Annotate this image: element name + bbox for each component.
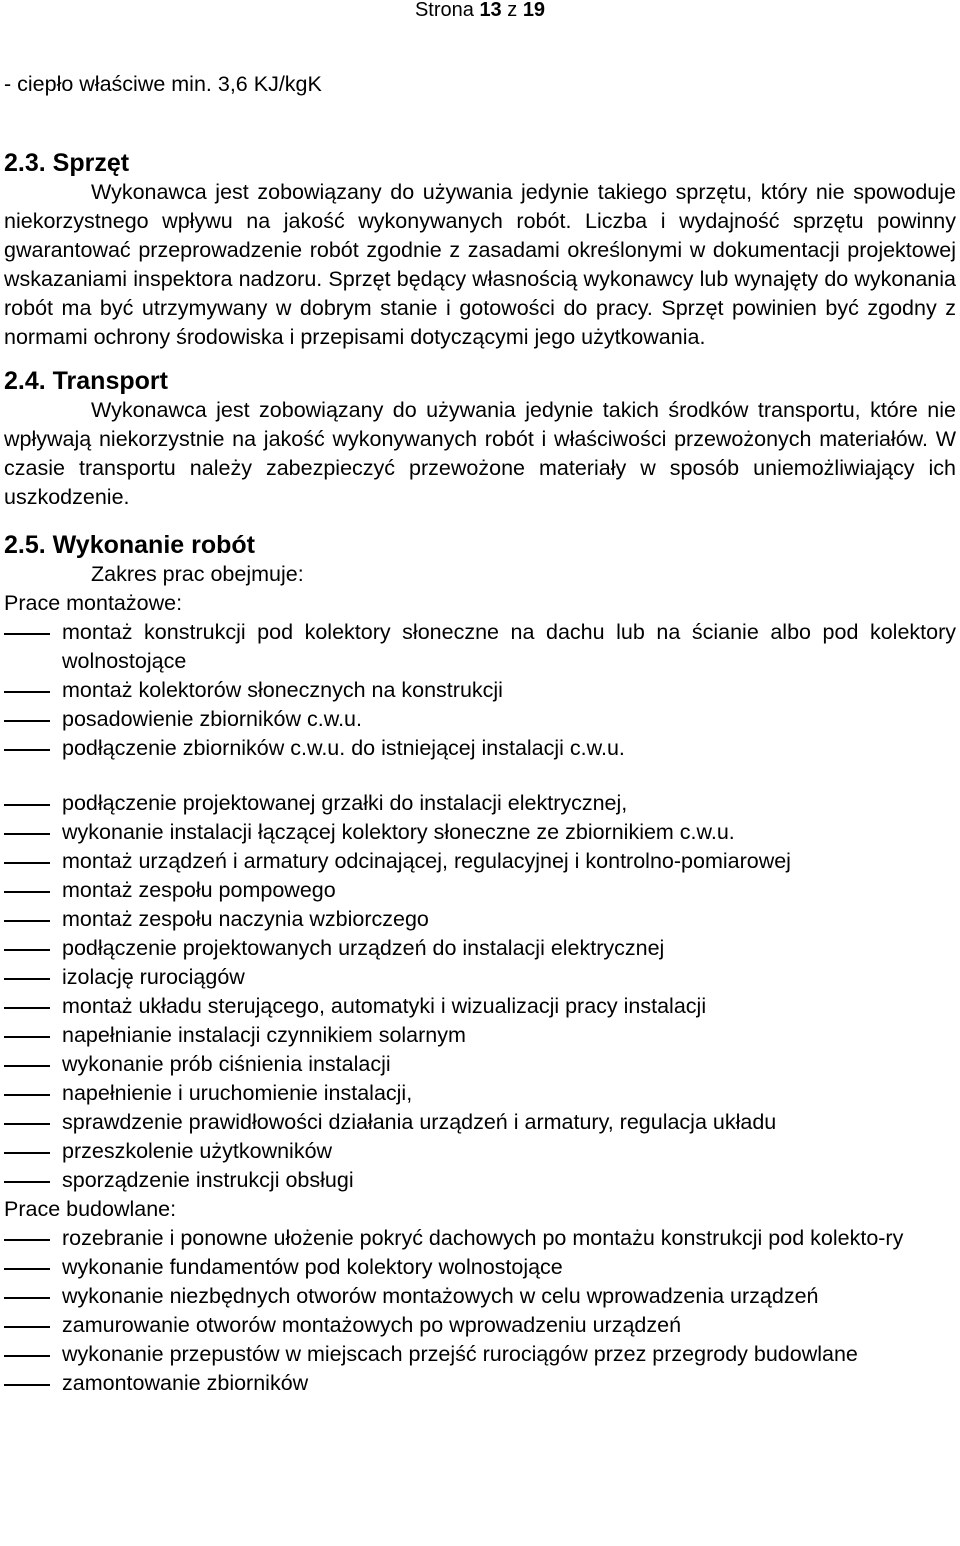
section-heading-works: 2.5. Wykonanie robót <box>4 531 255 559</box>
section-heading-equipment: 2.3. Sprzęt <box>4 149 130 177</box>
list-item: wykonanie niezbędnych otworów montażowych w celu wprowadzenia urządzeń <box>4 1282 956 1311</box>
list-item: montaż urządzeń i armatury odcinającej, regulacyjnej i kontrolno-pomiarowej <box>4 847 956 876</box>
list-item: zamurowanie otworów montażowych po wprowadzeniu urządzeń <box>4 1311 956 1340</box>
list-item: montaż konstrukcji pod kolektory słoneczne na dachu lub na ścianie albo pod kolektory wolnostojące <box>4 618 956 676</box>
list-item: przeszkolenie użytkowników <box>4 1137 956 1166</box>
list-item: wykonanie przepustów w miejscach przejść rurociągów przez przegrody budowlane <box>4 1340 956 1369</box>
document-body <box>4 70 956 1398</box>
section-text-transport: Wykonawca jest zobowiązany do używania jedynie takich środków transportu, które nie wpływają niekorzystnie na jakość wykonywanych robót i właściwości przewożonych materiałów. W czasie transportu należy zabezpieczyć przewożone materiały w sposób uniemożliwiający ich uszkodzenie. <box>4 398 956 509</box>
list-item: sprawdzenie prawidłowości działania urządzeń i armatury, regulacja układu <box>4 1108 956 1137</box>
group-label-assembly: Prace montażowe: <box>4 591 183 615</box>
intro-line: - ciepło właściwe min. 3,6 KJ/kgK <box>4 72 322 96</box>
list-item: podłączenie projektowanych urządzeń do instalacji elektrycznej <box>4 934 956 963</box>
construction-works-list <box>4 1224 956 1398</box>
section-equipment <box>4 148 956 352</box>
list-item: wykonanie prób ciśnienia instalacji <box>4 1050 956 1079</box>
list-item: napełnienie i uruchomienie instalacji, <box>4 1079 956 1108</box>
list-item: montaż zespołu naczynia wzbiorczego <box>4 905 956 934</box>
section-text-equipment: Wykonawca jest zobowiązany do używania jedynie takiego sprzętu, który nie spowoduje niekorzystnego wpływu na jakość wykonywanych robót. Liczba i wydajność sprzętu powinny gwarantować przeprowadzenie robót zgodnie z zasadami określonymi w dokumentacji projektowej wskazaniami inspektora nadzoru. Sprzęt będący własnością wykonawcy lub wynajęty do wykonania robót ma być utrzymywany w dobrym stanie i gotowości do pracy. Sprzęt powinien być zgodny z normami ochrony środowiska i przepisami dotyczącymi jego użytkowania. <box>4 180 956 349</box>
group-label-construction: Prace budowlane: <box>4 1197 177 1221</box>
page-separator: z <box>507 0 518 21</box>
section-transport <box>4 366 956 512</box>
list-item: podłączenie projektowanej grzałki do instalacji elektrycznej, <box>4 789 956 818</box>
list-item: napełnianie instalacji czynnikiem solarnym <box>4 1021 956 1050</box>
list-item: sporządzenie instrukcji obsługi <box>4 1166 956 1195</box>
page-total: 19 <box>522 0 546 21</box>
page-current: 13 <box>479 0 502 21</box>
list-item: posadowienie zbiorników c.w.u. <box>4 705 956 734</box>
list-item: zamontowanie zbiorników <box>4 1369 956 1398</box>
list-item: montaż kolektorów słonecznych na konstrukcji <box>4 676 956 705</box>
list-item: montaż zespołu pompowego <box>4 876 956 905</box>
list-item: wykonanie instalacji łączącej kolektory słoneczne ze zbiornikiem c.w.u. <box>4 818 956 847</box>
works-scope-heading: Zakres prac obejmuje: <box>91 562 304 586</box>
list-item: rozebranie i ponowne ułożenie pokryć dachowych po montażu konstrukcji pod kolekto-ry <box>4 1224 956 1253</box>
page-label: Strona <box>414 0 474 21</box>
list-item: izolację rurociągów <box>4 963 956 992</box>
list-item: wykonanie fundamentów pod kolektory wolnostojące <box>4 1253 956 1282</box>
assembly-works-list <box>4 618 956 1195</box>
page-header <box>0 0 960 20</box>
section-works <box>4 530 956 1398</box>
list-item: podłączenie zbiorników c.w.u. do istniejącej instalacji c.w.u. <box>4 734 956 763</box>
list-item: montaż układu sterującego, automatyki i wizualizacji pracy instalacji <box>4 992 956 1021</box>
section-heading-transport: 2.4. Transport <box>4 367 168 395</box>
